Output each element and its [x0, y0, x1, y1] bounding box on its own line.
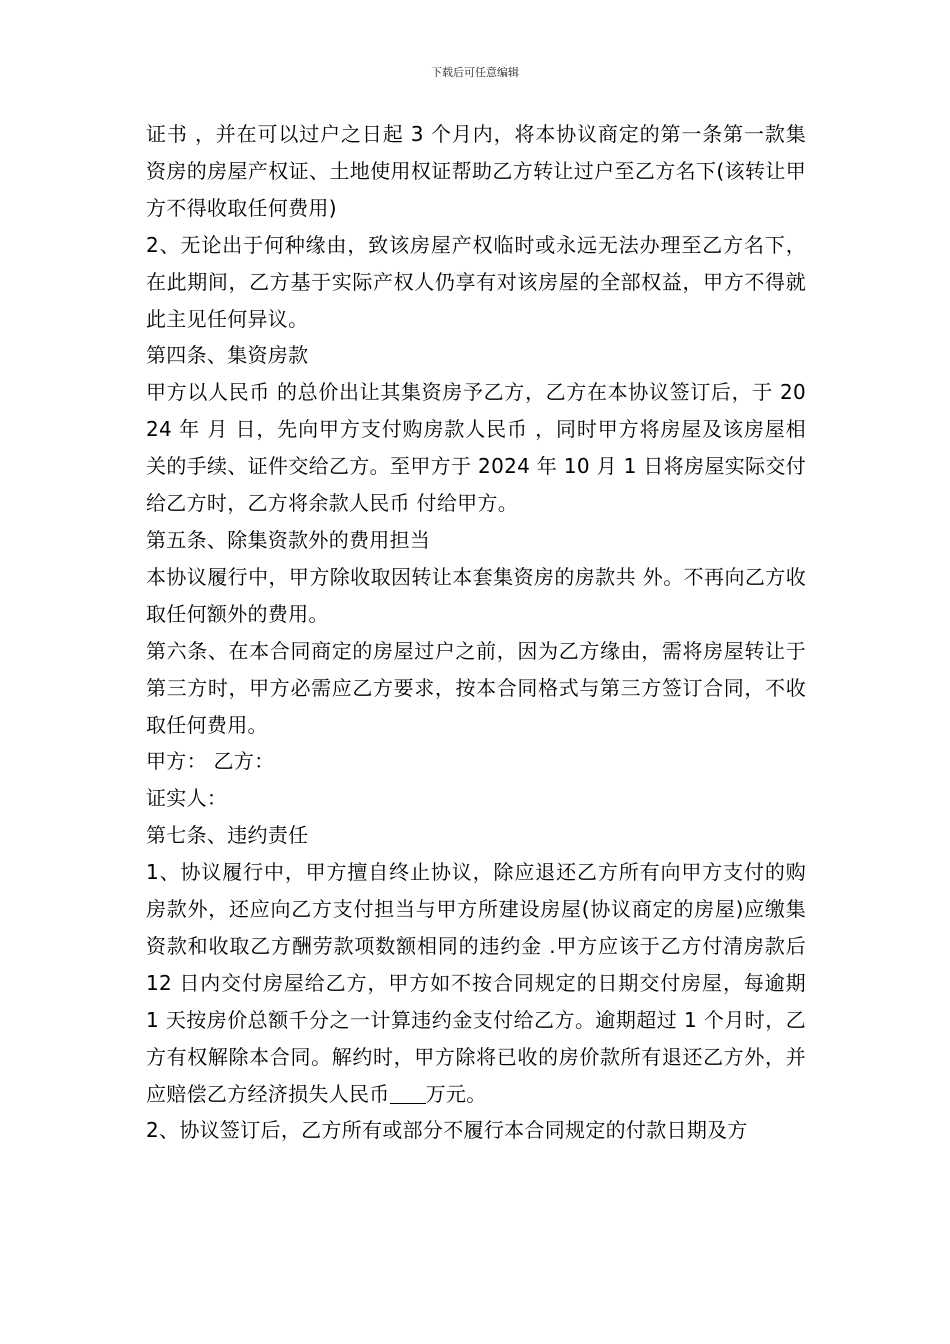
paragraph-clause-2: 2、无论出于何种缘由，致该房屋产权临时或永远无法办理至乙方名下，在此期间，乙方基于实际产权人仍享有对该房屋的全部权益，甲方不得就此主见任何异议。 [146, 232, 806, 331]
signature-witness: 证实人： [146, 786, 228, 811]
paragraph-article-6: 第六条、在本合同商定的房屋过户之前，因为乙方缘由，需将房屋转让于第三方时，甲方必需应乙方要求，按本合同格式与第三方签订合同，不收取任何费用。 [146, 638, 806, 737]
paragraph-payment: 甲方以人民币 的总价出让其集资房予乙方，乙方在本协议签订后，于 2024 年 月 日，先向甲方支付购房款人民币 ，同时甲方将房屋及该房屋相关的手续、证件交给乙方。至甲方于 2024 年 10 月 1 日将房屋实际交付给乙方时，乙方将余款人民币 付给甲方。 [146, 380, 806, 516]
page-header-note: 下载后可任意编辑 [431, 66, 519, 79]
paragraph-certificate-transfer: 证书 ，并在可以过户之日起 3 个月内，将本协议商定的第一条第一款集资房的房屋产权证、土地使用权证帮助乙方转让过户至乙方名下(该转让甲方不得收取任何费用) [146, 122, 806, 220]
paragraph-breach-1 [146, 854, 806, 1112]
paragraph-breach-2: 2、协议签订后，乙方所有或部分不履行本合同规定的付款日期及方 [146, 1118, 748, 1143]
heading-article-7: 第七条、违约责任 [146, 823, 309, 848]
document-body [146, 116, 806, 1149]
heading-article-5: 第五条、除集资款外的费用担当 [146, 527, 431, 552]
signature-parties: 甲方： 乙方： [146, 749, 275, 774]
heading-article-4: 第四条、集资房款 [146, 343, 309, 368]
paragraph-fees: 本协议履行中，甲方除收取因转让本套集资房的房款共 外。不再向乙方收取任何额外的费用。 [146, 564, 806, 626]
breach-1-text: 1、协议履行中，甲方擅自终止协议，除应退还乙方所有向甲方支付的购房款外，还应向乙方支付担当与甲方所建设房屋(协议商定的房屋)应缴集资款和收取乙方酬劳款项数额相同的违约金 .甲方应该于乙方付清房款后 12 日内交付房屋给乙方，甲方如不按合同规定的日期交付房屋，每逾期 1 天按房价总额千分之一计算违约金支付给乙方。逾期超过 1 个月时，乙方有权解除本合同。解约时，甲方除将已收的房价款所有退还乙方外，并应赔偿乙方经济损失人民币 [146, 860, 806, 1106]
breach-1-end: 万元。 [425, 1081, 487, 1106]
amount-blank [390, 1081, 426, 1104]
